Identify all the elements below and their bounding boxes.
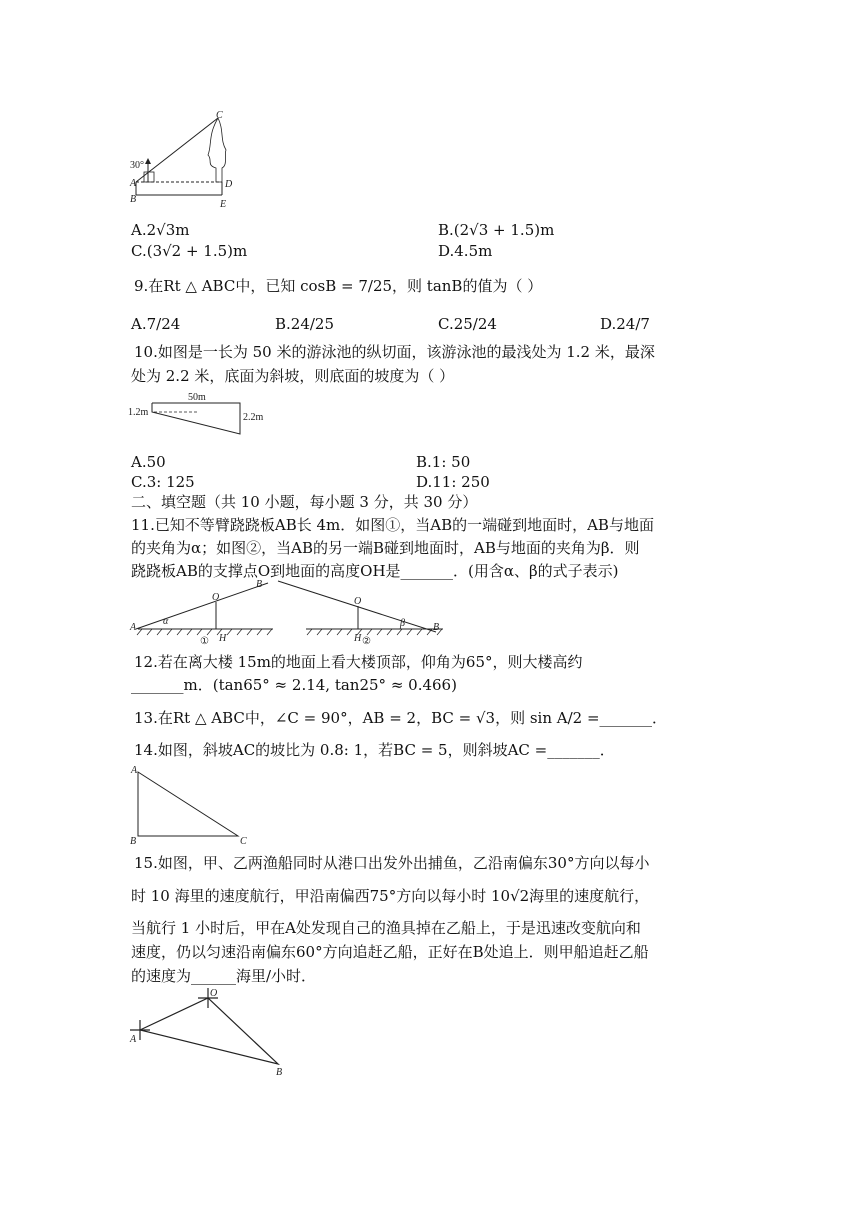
- q15-line2: 时 10 海里的速度航行，甲沿南偏西75°方向以每小时 10√2海里的速度航行，: [131, 887, 650, 905]
- q10-stem-line2: 处为 2.2 米，底面为斜坡，则底面的坡度为（ ）: [131, 367, 455, 385]
- q8-label-e: E: [220, 199, 227, 210]
- q11-fig1-alpha: α: [163, 616, 169, 627]
- q11-line1: 11.已知不等臂跷跷板AB长 4m．如图①，当AB的一端碰到地面时，AB与地面: [131, 516, 654, 534]
- q10-option-a: A.50: [131, 453, 166, 471]
- q8-label-b: B: [130, 194, 137, 205]
- q8-label-d: D: [225, 179, 233, 190]
- q14-figure: [128, 762, 253, 847]
- q11-fig2-beta: β: [400, 618, 405, 629]
- q15-line1: 15.如图，甲、乙两渔船同时从港口出发外出捕鱼，乙沿南偏东30°方向以每小: [134, 854, 650, 872]
- q14-label-c: C: [240, 836, 247, 847]
- q10-label-2-2m: 2.2m: [243, 412, 264, 423]
- q12-line1: 12.若在离大楼 15m的地面上看大楼顶部，仰角为65°，则大楼高约: [134, 653, 583, 671]
- q11-fig1-label-b: B: [256, 579, 263, 590]
- q11-fig2-label-b: B: [433, 622, 440, 633]
- q11-line2: 的夹角为α；如图②，当AB的另一端B碰到地面时，AB与地面的夹角为β．则: [131, 539, 640, 557]
- section-fill-in-heading: 二、填空题（共 10 小题，每小题 3 分，共 30 分）: [131, 493, 478, 511]
- q10-label-50m: 50m: [188, 392, 206, 403]
- q13-line1: 13.在Rt △ ABC中，∠C = 90°，AB = 2，BC = √3，则 sin A/2 =_______．: [134, 709, 668, 727]
- q8-figure: [128, 110, 238, 210]
- q9-option-d: D.24/7: [600, 315, 650, 333]
- q8-angle-label: 30°: [130, 160, 144, 171]
- q15-label-a: A: [130, 1034, 137, 1045]
- q11-fig1-circled-1: ①: [200, 636, 209, 647]
- q8-label-c: C: [216, 110, 223, 121]
- q8-label-a: A: [130, 178, 137, 189]
- q15-label-o: O: [210, 988, 218, 999]
- q10-option-d: D.11: 250: [416, 473, 490, 491]
- q11-fig2-label-h: H: [354, 633, 362, 644]
- q15-line4: 速度，仍以匀速沿南偏东60°方向追赶乙船，正好在B处追上．则甲船追赶乙船: [131, 943, 649, 961]
- q10-option-c: C.3: 125: [131, 473, 195, 491]
- q9-option-a: A.7/24: [131, 315, 181, 333]
- q11-fig1-label-h: H: [219, 633, 227, 644]
- q10-label-1-2m: 1.2m: [128, 407, 149, 418]
- q10-stem-line1: 10.如图是一长为 50 米的游泳池的纵切面，该游泳池的最浅处为 1.2 米，最深: [134, 343, 655, 361]
- q11-line3: 跷跷板AB的支撑点O到地面的高度OH是_______．(用含α、β的式子表示): [131, 562, 619, 580]
- q15-line5: 的速度为______海里/小时．: [131, 967, 317, 985]
- q11-fig2-label-o: O: [354, 596, 362, 607]
- q8-option-a: A.2√3m: [131, 221, 190, 239]
- q8-option-c: C.(3√2 + 1.5)m: [131, 242, 248, 260]
- q9-option-c: C.25/24: [438, 315, 497, 333]
- q8-option-b: B.(2√3 + 1.5)m: [438, 221, 555, 239]
- q14-label-a: A: [131, 765, 138, 776]
- q11-fig1-label-a: A: [130, 622, 137, 633]
- q14-label-b: B: [130, 836, 137, 847]
- q8-option-d: D.4.5m: [438, 242, 493, 260]
- q15-label-b: B: [276, 1067, 283, 1078]
- q10-option-b: B.1: 50: [416, 453, 471, 471]
- q10-figure: [128, 392, 278, 442]
- q12-line2: _______m．(tan65° ≈ 2.14, tan25° ≈ 0.466): [131, 676, 457, 694]
- q14-line1: 14.如图，斜坡AC的坡比为 0.8: 1，若BC = 5，则斜坡AC =_______．: [134, 741, 615, 759]
- q11-fig1-label-o: O: [212, 592, 220, 603]
- q9-option-b: B.24/25: [275, 315, 335, 333]
- q9-stem: 9.在Rt △ ABC中，已知 cosB = 7/25，则 tanB的值为（ ）: [134, 277, 543, 295]
- q11-fig2-circled-2: ②: [362, 636, 371, 647]
- q11-figure: [128, 578, 448, 648]
- q15-figure: [126, 986, 296, 1081]
- q15-line3: 当航行 1 小时后，甲在A处发现自己的渔具掉在乙船上，于是迅速改变航向和: [131, 919, 641, 937]
